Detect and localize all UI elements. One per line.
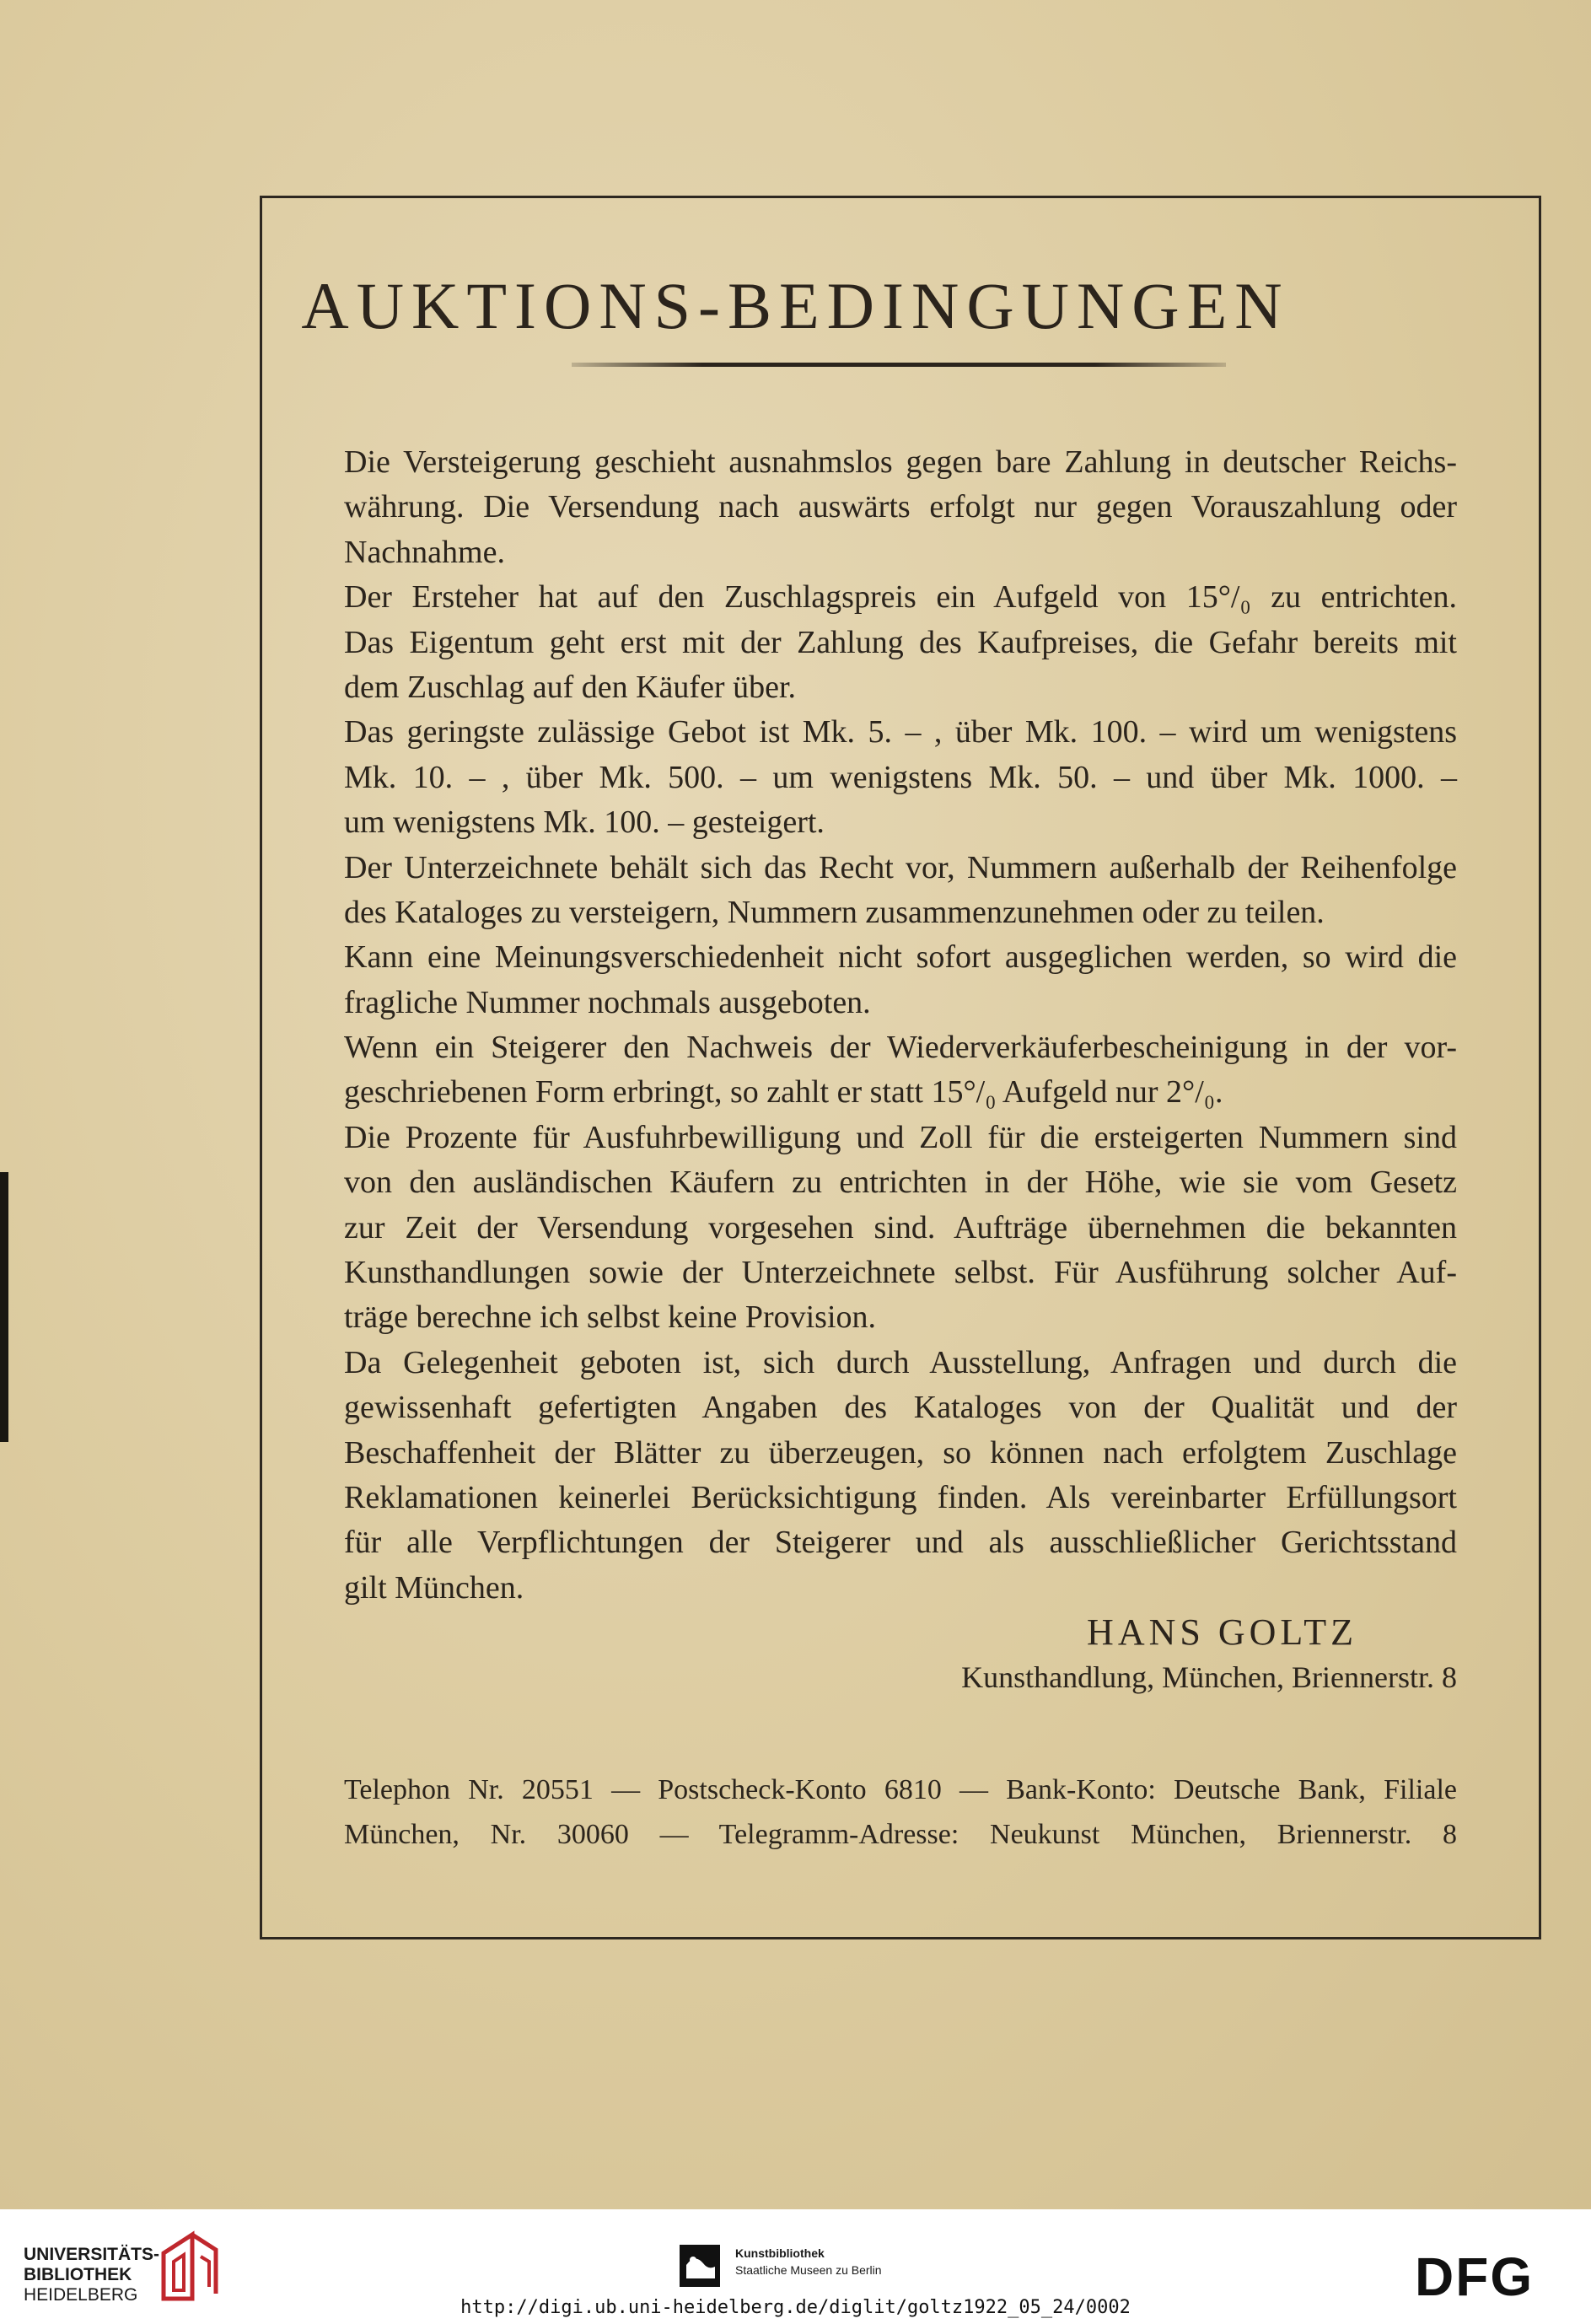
- permalink-url[interactable]: http://digi.ub.uni-heidelberg.de/diglit/goltz1922_05_24/0002: [460, 2297, 1131, 2318]
- text-line: von den ausländischen Käufern zu entrichten in der Höhe, wie sie vom Gesetz: [344, 1165, 1457, 1201]
- text-line: Kann eine Meinungsverschiedenheit nicht sofort ausgeglichen werden, so wird die: [344, 939, 1457, 976]
- text-line: Die Prozente für Ausfuhrbewilligung und Zoll für die ersteigerten Nummern sind: [344, 1119, 1457, 1155]
- text-line: Die Versteigerung geschieht ausnahmslos gegen bare Zahlung in deutscher Reichs-: [344, 444, 1457, 480]
- text-line: zur Zeit der Versendung vorgesehen sind. Aufträge übernehmen die bekannten: [344, 1209, 1457, 1245]
- text-line: fragliche Nummer nochmals ausgeboten.: [344, 984, 871, 1020]
- text-line: Der Unterzeichnete behält sich das Recht vor, Nummern außerhalb der Reihenfolge: [344, 849, 1457, 885]
- dfg-logo[interactable]: DFG: [1415, 2246, 1535, 2307]
- text-line: Reklamationen keinerlei Berücksichtigung finden. Als vereinbarter Erfüllungsort: [344, 1479, 1457, 1515]
- kb-line: Staatliche Museen zu Berlin: [735, 2263, 882, 2277]
- text-line: Wenn ein Steigerer den Nachweis der Wiederverkäuferbescheinigung in der vor-: [344, 1030, 1457, 1066]
- ub-logo-line: UNIVERSITÄTS-: [24, 2245, 160, 2264]
- text-line: geschriebenen Form erbringt, so zahlt er statt 15°/₀ Aufgeld nur 2°/₀.: [344, 1074, 1223, 1111]
- ub-heidelberg-emblem-icon: [159, 2228, 221, 2304]
- contact-info: [344, 1767, 1457, 1857]
- document-heading: AUKTIONS-BEDINGUNGEN: [301, 269, 1290, 342]
- contact-line: Telephon Nr. 20551 — Postscheck-Konto 6810 — Bank-Konto: Deutsche Bank, Filiale: [344, 1774, 1457, 1805]
- text-line: währung. Die Versendung nach auswärts erfolgt nur gegen Vorauszahlung oder: [344, 489, 1457, 525]
- heading-rule: [572, 363, 1226, 367]
- text-line: Das geringste zulässige Gebot ist Mk. 5. – , über Mk. 100. – wird um wenigstens: [344, 714, 1457, 750]
- kunstbibliothek-logo-icon: [675, 2241, 725, 2290]
- text-line: Der Ersteher hat auf den Zuschlagspreis ein Aufgeld von 15°/₀ zu entrichten.: [344, 579, 1457, 616]
- page-edge-shadow: [0, 1172, 8, 1442]
- text-line: dem Zuschlag auf den Käufer über.: [344, 669, 797, 705]
- text-line: gewissenhaft gefertigten Angaben des Kataloges von der Qualität und der: [344, 1390, 1457, 1426]
- contact-line: München, Nr. 30060 — Telegramm-Adresse: Neukunst München, Briennerstr. 8: [344, 1819, 1457, 1850]
- text-line: um wenigstens Mk. 100. – gesteigert.: [344, 804, 825, 841]
- text-line: Das Eigentum geht erst mit der Zahlung des Kaufpreises, die Gefahr bereits mit: [344, 624, 1457, 660]
- text-line: des Kataloges zu versteigern, Nummern zusammenzunehmen oder zu teilen.: [344, 894, 1325, 930]
- text-line: für alle Verpflichtungen der Steigerer und als ausschließlicher Gerichtsstand: [344, 1525, 1457, 1561]
- text-line: Da Gelegenheit geboten ist, sich durch Ausstellung, Anfragen und durch die: [344, 1344, 1457, 1380]
- text-line: Kunsthandlungen sowie der Unterzeichnete selbst. Für Ausführung solcher Auf-: [344, 1255, 1457, 1291]
- text-line: träge berechne ich selbst keine Provision.: [344, 1299, 877, 1336]
- ub-logo-line: BIBLIOTHEK: [24, 2265, 132, 2284]
- ub-logo-line: HEIDELBERG: [24, 2285, 138, 2305]
- digitization-footer: [0, 2209, 1591, 2324]
- conditions-text: [344, 440, 1457, 1611]
- signature-address: Kunsthandlung, München, Briennerstr. 8: [961, 1660, 1457, 1694]
- kb-line: Kunstbibliothek: [735, 2246, 825, 2260]
- signature-name: HANS GOLTZ: [1087, 1611, 1357, 1653]
- kunstbibliothek-text[interactable]: [735, 2245, 882, 2278]
- text-line: Nachnahme.: [344, 534, 505, 570]
- text-line: Beschaffenheit der Blätter zu überzeugen, so können nach erfolgtem Zuschlage: [344, 1434, 1457, 1471]
- text-line: Mk. 10. – , über Mk. 500. – um wenigstens Mk. 50. – und über Mk. 1000. –: [344, 759, 1457, 795]
- text-line: gilt München.: [344, 1569, 524, 1606]
